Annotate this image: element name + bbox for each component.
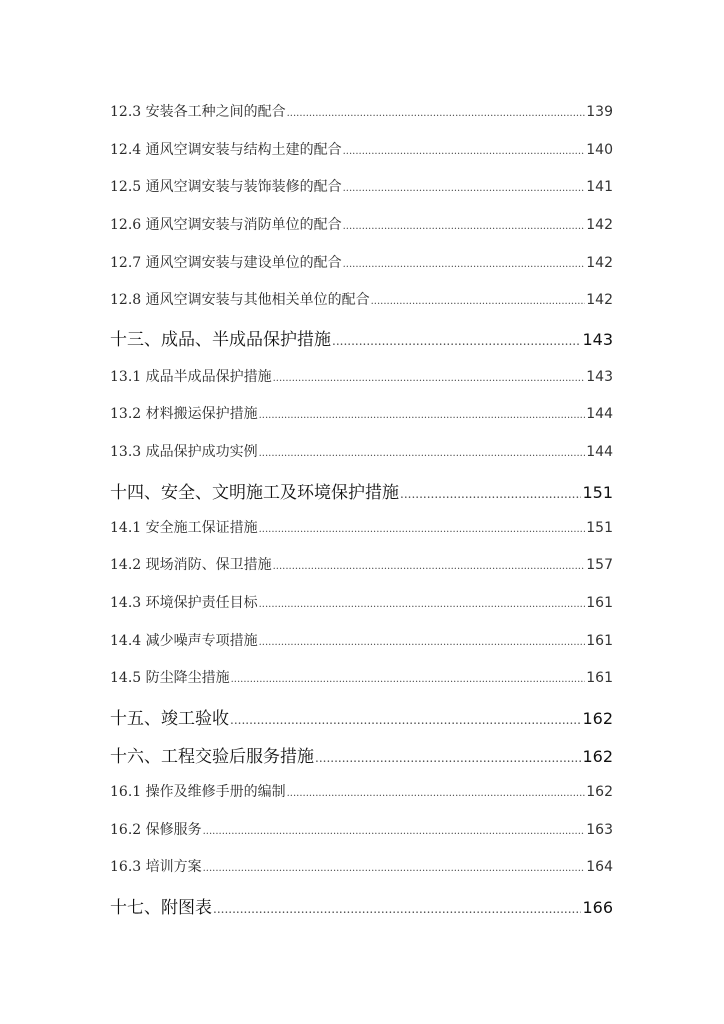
toc-page-number: 142 [586, 292, 613, 308]
toc-dot-leader [315, 747, 581, 767]
toc-chapter-14[interactable] [110, 478, 613, 503]
toc-entry-12-4[interactable] [110, 139, 613, 159]
toc-entry-title: 12.8 通风空调安装与其他相关单位的配合 [110, 292, 370, 308]
toc-entry-title: 12.5 通风空调安装与装饰装修的配合 [110, 179, 342, 195]
toc-entry-title: 14.3 环境保护责任目标 [110, 595, 258, 611]
toc-entry-14-1[interactable] [110, 517, 613, 537]
toc-entry-12-8[interactable] [110, 289, 613, 309]
toc-page-number: 162 [586, 784, 613, 800]
toc-entry-title: 14.1 安全施工保证措施 [110, 520, 258, 536]
toc-page-number: 139 [586, 104, 613, 120]
toc-dot-leader [371, 292, 586, 308]
toc-page-number: 162 [582, 747, 613, 766]
toc-page-number: 151 [586, 520, 613, 536]
toc-dot-leader [231, 670, 586, 686]
toc-dot-leader [273, 369, 586, 385]
toc-page-number: 157 [586, 557, 613, 573]
toc-entry-12-6[interactable] [110, 214, 613, 234]
toc-entry-title: 13.1 成品半成品保护措施 [110, 369, 272, 385]
toc-entry-title: 16.3 培训方案 [110, 859, 202, 875]
toc-dot-leader [203, 859, 586, 875]
toc-page-number: 142 [586, 255, 613, 271]
toc-entry-title: 16.2 保修服务 [110, 822, 202, 838]
toc-page-number: 144 [586, 444, 613, 460]
toc-entry-13-3[interactable] [110, 441, 613, 461]
toc-entry-12-5[interactable] [110, 176, 613, 196]
toc-entry-14-5[interactable] [110, 667, 613, 687]
toc-dot-leader [273, 557, 586, 573]
toc-chapter-title: 十六、工程交验后服务措施 [110, 747, 314, 767]
toc-entry-title: 12.6 通风空调安装与消防单位的配合 [110, 217, 342, 233]
toc-dot-leader [287, 104, 586, 120]
toc-dot-leader [259, 595, 586, 611]
toc-entry-14-4[interactable] [110, 630, 613, 650]
toc-page-number: 143 [586, 369, 613, 385]
toc-dot-leader [203, 822, 586, 838]
toc-page-number: 161 [586, 670, 613, 686]
toc-dot-leader [259, 406, 586, 422]
toc-page-number: 142 [586, 217, 613, 233]
toc-dot-leader [400, 483, 581, 503]
toc-entry-14-2[interactable] [110, 554, 613, 574]
toc-dot-leader [343, 217, 586, 233]
toc-entry-title: 14.5 防尘降尘措施 [110, 670, 230, 686]
toc-chapter-17[interactable] [110, 893, 613, 918]
toc-dot-leader [230, 709, 581, 729]
toc-page-number: 163 [586, 822, 613, 838]
toc-dot-leader [259, 444, 586, 460]
toc-dot-leader [259, 520, 586, 536]
toc-entry-13-1[interactable] [110, 366, 613, 386]
toc-chapter-15[interactable] [110, 704, 613, 729]
toc-chapter-title: 十四、安全、文明施工及环境保护措施 [110, 483, 399, 503]
toc-page-number: 161 [586, 595, 613, 611]
toc-dot-leader [343, 179, 586, 195]
toc-page-number: 166 [582, 898, 613, 917]
toc-entry-title: 12.4 通风空调安装与结构土建的配合 [110, 142, 342, 158]
toc-page-number: 141 [586, 179, 613, 195]
toc-page-number: 144 [586, 406, 613, 422]
toc-entry-title: 12.3 安装各工种之间的配合 [110, 104, 286, 120]
toc-entry-13-2[interactable] [110, 403, 613, 423]
toc-entry-16-3[interactable] [110, 856, 613, 876]
toc-dot-leader [287, 784, 586, 800]
toc-entry-16-1[interactable] [110, 781, 613, 801]
toc-page-number: 140 [586, 142, 613, 158]
toc-dot-leader [213, 898, 581, 918]
toc-entry-14-3[interactable] [110, 592, 613, 612]
toc-entry-16-2[interactable] [110, 819, 613, 839]
toc-page-number: 151 [582, 483, 613, 502]
toc-entry-title: 14.2 现场消防、保卫措施 [110, 557, 272, 573]
toc-chapter-16[interactable] [110, 742, 613, 767]
toc-chapter-13[interactable] [110, 325, 613, 350]
toc-entry-title: 13.3 成品保护成功实例 [110, 444, 258, 460]
toc-dot-leader [343, 255, 586, 271]
toc-chapter-title: 十五、竣工验收 [110, 709, 229, 729]
toc-page-number: 161 [586, 633, 613, 649]
toc-page-number: 143 [582, 330, 613, 349]
toc-dot-leader [343, 142, 586, 158]
toc-entry-title: 14.4 减少噪声专项措施 [110, 633, 258, 649]
toc-page-number: 164 [586, 859, 613, 875]
toc-entry-12-3[interactable] [110, 101, 613, 121]
toc-chapter-title: 十三、成品、半成品保护措施 [110, 330, 331, 350]
toc-dot-leader [332, 330, 581, 350]
toc-entry-title: 16.1 操作及维修手册的编制 [110, 784, 286, 800]
toc-page-number: 162 [582, 709, 613, 728]
toc-entry-title: 13.2 材料搬运保护措施 [110, 406, 258, 422]
toc-entry-12-7[interactable] [110, 252, 613, 272]
toc-dot-leader [259, 633, 586, 649]
toc-chapter-title: 十七、附图表 [110, 898, 212, 918]
toc-entry-title: 12.7 通风空调安装与建设单位的配合 [110, 255, 342, 271]
